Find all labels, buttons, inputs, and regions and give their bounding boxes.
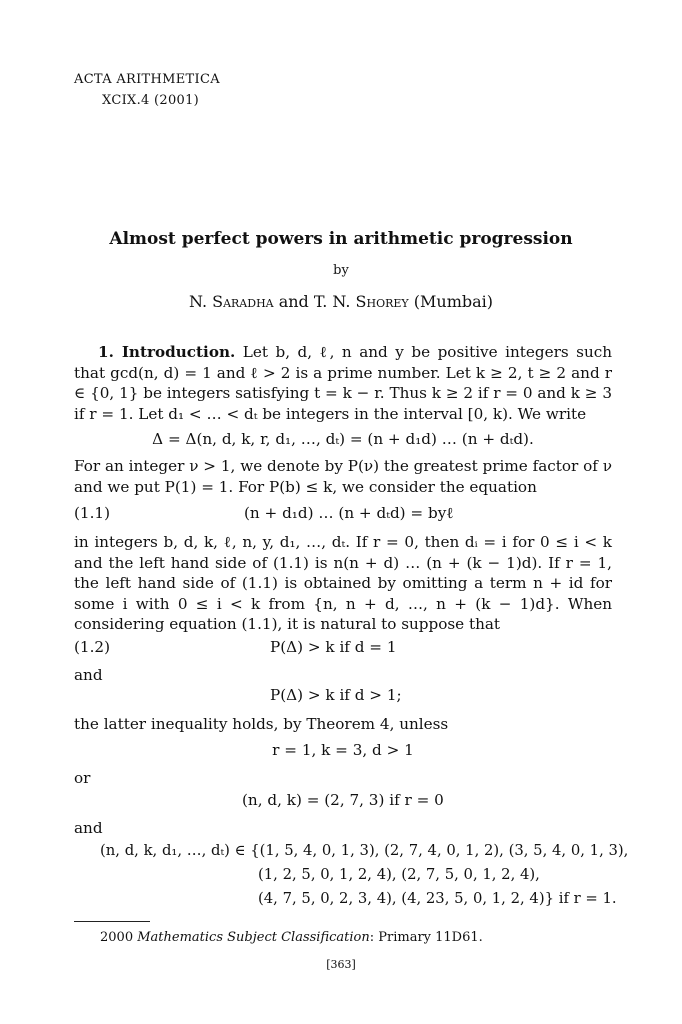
footnote-label: Mathematics Subject Classification xyxy=(137,930,370,945)
by-line: by xyxy=(333,263,349,278)
footnote-text: : Primary 11D61. xyxy=(369,930,483,945)
intro-paragraph xyxy=(74,342,612,424)
equation-r1: r = 1, k = 3, d > 1 xyxy=(272,741,414,759)
intro-text: Let b, d, ℓ, n and y be positive integers such that gcd(n, d) = 1 and ℓ > 2 is a prime number. Let k ≥ 2, t ≥ 2 and r ∈ {0, 1} be integers satisfying t = k − r. Thus k ≥ 2 if r = 0 and k ≥ 3 if r = 1. Let d₁ < … < dₜ be integers in the interval [0, k). We write xyxy=(74,343,613,423)
equation-1-2b: P(Δ) > k if d > 1; xyxy=(270,686,402,704)
footnote xyxy=(100,930,483,945)
and-connector-1: and xyxy=(74,666,103,684)
authors-line xyxy=(0,292,682,311)
footnote-rule xyxy=(74,921,150,922)
page-number: [363] xyxy=(326,958,356,971)
equation-1-1-label: (1.1) xyxy=(74,504,111,522)
authors-location: (Mumbai) xyxy=(413,292,494,311)
or-connector: or xyxy=(74,769,91,787)
author-1: N. Saradha xyxy=(188,292,274,311)
section-heading: 1. Introduction. xyxy=(98,343,236,361)
paragraph-2: For an integer ν > 1, we denote by P(ν) the greatest prime factor of ν and we put P(1) = 1. For P(b) ≤ k, we consider the equation xyxy=(74,457,612,496)
authors-and: and xyxy=(278,292,309,311)
equation-set-line-3: (4, 7, 5, 0, 2, 3, 4), (4, 23, 5, 0, 1, 2, 4)} if r = 1. xyxy=(258,890,617,907)
equation-1-1: (n + d₁d) … (n + dₜd) = byℓ xyxy=(244,504,454,522)
equation-1-2: P(Δ) > k if d = 1 xyxy=(270,638,397,656)
footnote-year: 2000 xyxy=(100,930,134,945)
equation-set-line-2: (1, 2, 5, 0, 1, 2, 4), (2, 7, 5, 0, 1, 2, 4), xyxy=(258,866,540,883)
equation-delta: Δ = Δ(n, d, k, r, d₁, …, dₜ) = (n + d₁d) … (n + dₜd). xyxy=(152,430,534,448)
equation-ndk: (n, d, k) = (2, 7, 3) if r = 0 xyxy=(242,791,444,809)
author-2: T. N. Shorey xyxy=(313,292,409,311)
journal-name: ACTA ARITHMETICA xyxy=(74,72,220,87)
equation-set-line-1: (n, d, k, d₁, …, dₜ) ∈ {(1, 5, 4, 0, 1, 3), (2, 7, 4, 0, 1, 2), (3, 5, 4, 0, 1, 3), xyxy=(100,842,629,859)
journal-issue: XCIX.4 (2001) xyxy=(102,93,200,108)
equation-1-2-label: (1.2) xyxy=(74,638,111,656)
paragraph-4: the latter inequality holds, by Theorem 4, unless xyxy=(74,715,449,733)
and-connector-2: and xyxy=(74,819,103,837)
paper-title: Almost perfect powers in arithmetic progression xyxy=(109,229,573,249)
paragraph-3: in integers b, d, k, ℓ, n, y, d₁, …, dₜ. If r = 0, then dᵢ = i for 0 ≤ i < k and the left hand side of (1.1) is n(n + d) … (n + (k − 1)d). If r = 1, the left hand side of (1.1) is obtained by omitting a term n + id for some i with 0 ≤ i < k from {n, n + d, …, n + (k − 1)d}. When considering equation (1.1), it is natural to suppose that xyxy=(74,533,612,633)
